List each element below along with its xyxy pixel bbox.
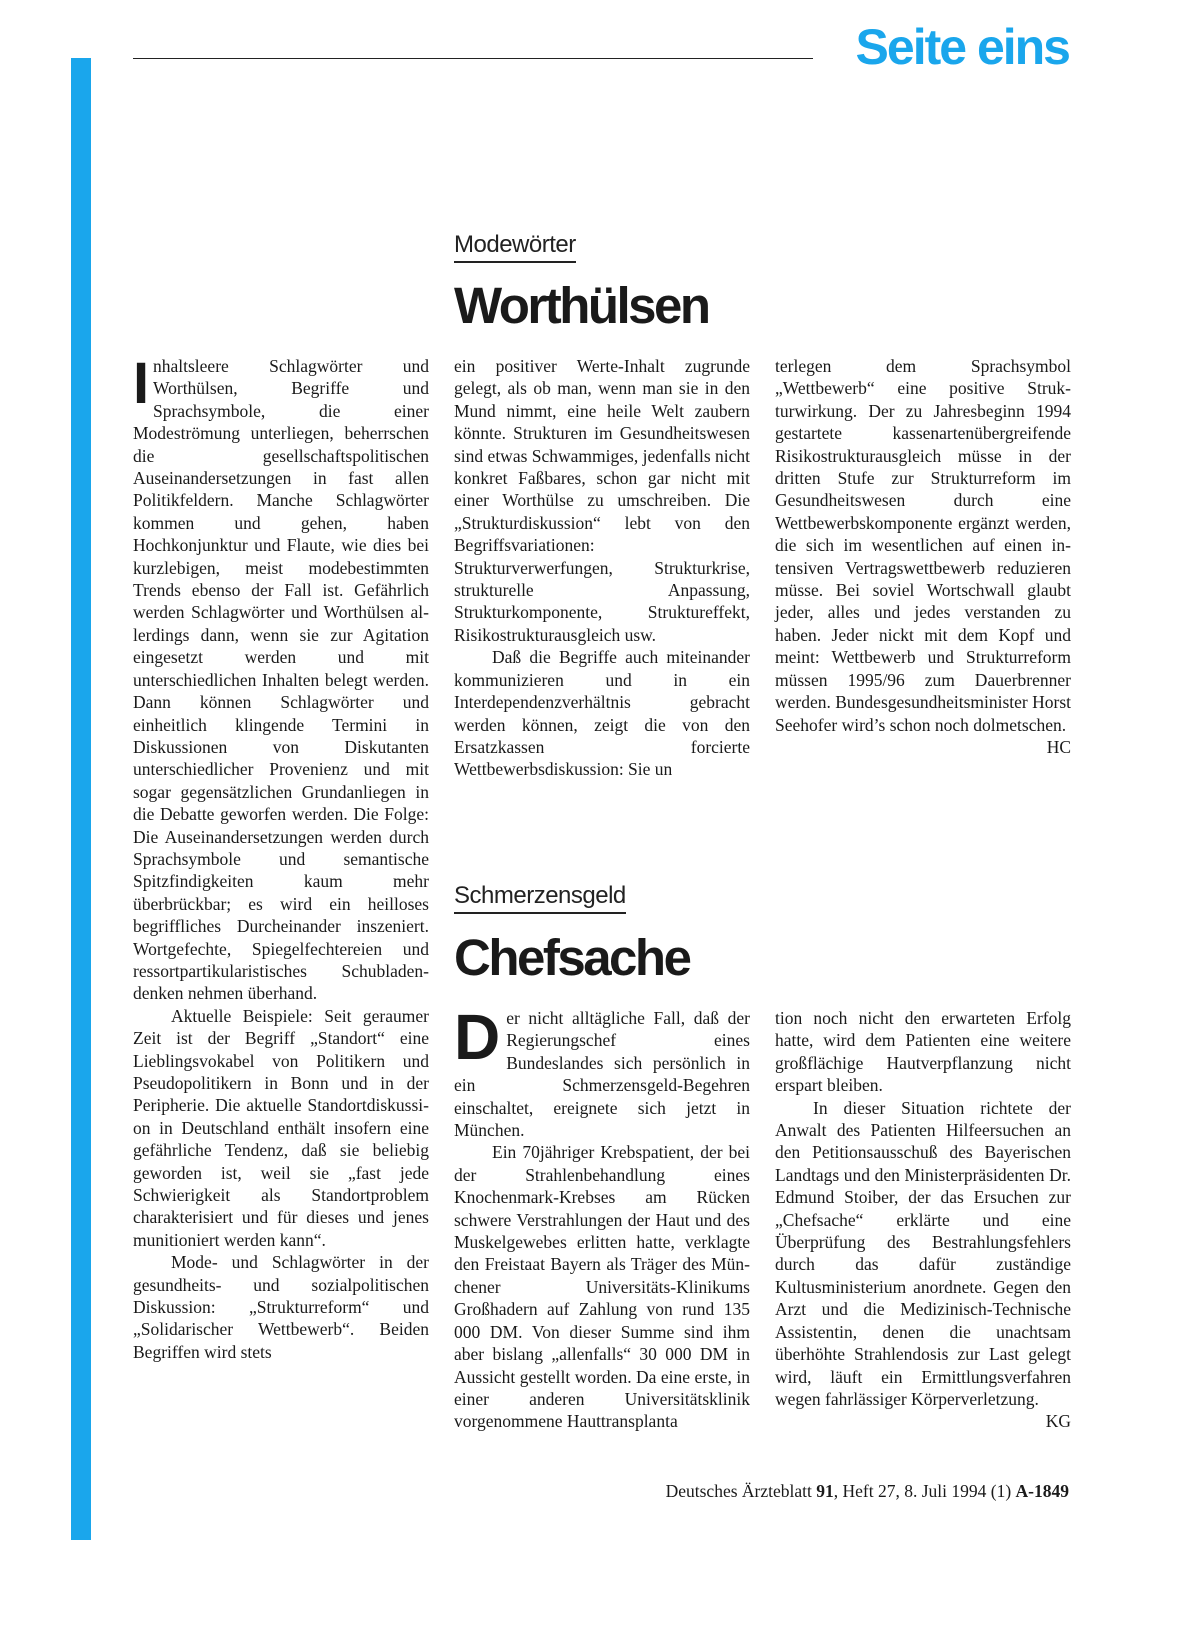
section-title: Seite eins <box>855 19 1069 75</box>
article1-column-2 <box>454 355 750 781</box>
page-footer <box>666 1481 1069 1502</box>
article1-paragraph: Daß die Begriffe auch miteinander kommunizieren und in ein Interdependenzverhältnis gebracht werden können, zeigt die von den Ersatzkassen forcierte Wettbewerbsdiskussion: Sie un <box>454 647 750 780</box>
article2-paragraph: Ein 70jähriger Krebspatient, der bei der Strahlenbehandlung eines Knochenmark-Krebses am Rücken schwere Verstrahlungen der Haut und des Muskelgewebes erlitten hatte, verklagte den Freistaat Bayern als Träger des Münchener Universitäts-Klinikums Großhadern auf Zahlung von rund 135 000 DM. Von dieser Summe sind ihm aber bislang „allenfalls“ 30 000 DM in Aussicht gestellt worden. Da eine erste, in einer anderen Universitätsklinik vorgenommene Hauttransplanta <box>454 1142 750 1432</box>
article2-headline: Chefsache <box>454 929 690 986</box>
article1-signature: HC <box>1046 736 1071 757</box>
article1-headline: Worthülsen <box>454 277 709 334</box>
article2-paragraph <box>454 1001 750 1141</box>
article1-paragraph: ein positiver Werte-Inhalt zugrunde gelegt, als ob man, wenn man sie in den Mund nimmt, eine heile Welt zaubern könnte. Strukturen im Gesundheitswesen sind etwas Schwammiges, jedenfalls nicht konkret Faßbares, schon gar nicht mit einer Worthülse zu umschreiben. Die „Strukturdiskussion“ lebt von den Begriffsvariationen: Strukturverwerfungen, Strukturkrise, strukturelle Anpassung, Strukturkomponente, Struktureffekt, Risikostrukturausgleich usw. <box>454 356 750 645</box>
article1-paragraph: Mode- und Schlagwörter in der gesundheits- und sozialpolitischen Diskussion: „Strukturreform“ und „Solidarischer Wettbewerb“. Beiden Begriffen wird stets <box>133 1252 429 1362</box>
article2-kicker: Schmerzensgeld <box>454 884 626 914</box>
footer-page-number: A-1849 <box>1015 1481 1069 1501</box>
blue-margin-bar <box>71 58 91 1540</box>
article2-dropcap: D <box>454 1001 501 1073</box>
article2-column-1 <box>454 1001 750 1433</box>
article1-column-1 <box>133 351 429 1363</box>
footer-issue-info: , Heft 27, 8. Juli 1994 (1) <box>833 1481 1012 1501</box>
header-rule <box>133 58 813 59</box>
article1-paragraph-text: nhaltsleere Schlagwörter und Worthülsen, Begriffe und Sprachsymbole, die einer Modeströmung unterliegen, beherrschen die gesellschaftspolitischen Auseinandersetzungen in fast allen Politikfeldern. Manche Schlagwörter kommen und gehen, haben Hochkonjunktur und Flaute, wie dies bei kurzlebigen, meist modebestimmten Trends ebenso der Fall ist. Gefährlich werden Schlagwörter und Worthülsen allerdings dann, wenn sie zur Agitation eingesetzt werden und mit unterschiedlichen Inhalten belegt werden. Dann können Schlagwörter und einheitlich klingende Termini in Diskussionen von Diskutanten unterschiedlicher Provenienz und mit sogar gegensätzlichen Grundanliegen in die Debatte geworfen werden. Die Folge: Die Auseinandersetzungen werden durch Sprachsymbole und semantische Spitzfindigkeiten kaum mehr überbrückbar; es wird ein heilloses begriffliches Durcheinander inszeniert. Wortgefechte, Spiegelfechtereien und ressortpartikularistisches Schubladendenken nehmen überhand. <box>133 356 429 1004</box>
article2-paragraph-text: er nicht alltägliche Fall, daß der Regierungschef eines Bundeslandes sich persönlich in ein Schmerzensgeld-Begehren einschaltet, ereignete sich jetzt in München. <box>454 1008 750 1141</box>
article2-paragraph <box>775 1097 1071 1432</box>
footer-journal: Deutsches Ärzteblatt <box>665 1481 812 1501</box>
article1-paragraph <box>775 355 1071 757</box>
article2-column-2 <box>775 1007 1071 1433</box>
footer-volume: 91 <box>816 1481 834 1501</box>
article1-paragraph-text: terlegen dem Sprachsymbol „Wettbewerb“ eine positive Strukturwirkung. Der zu Jahresbeginn 1994 gestartete kassenartenübergreifende Risikostrukturausgleich müsse in der dritten Stufe zur Strukturreform im Gesundheitswesen durch eine Wettbewerbskomponente ergänzt werden, die sich im wesentlichen auf einen intensiven Vertragswettbewerb reduzieren müsse. Bei soviel Wortschwall glaubt jeder, alles und jedes verstanden zu haben. Jeder nickt mit dem Kopf und meint: Wettbewerb und Strukturreform müssen 1995/96 zum Dauerbrenner werden. Bundesgesundheitsminister Horst Seehofer wird’s schon noch dolmetschen. <box>775 356 1071 735</box>
article1-paragraph: Aktuelle Beispiele: Seit geraumer Zeit ist der Begriff „Standort“ eine Lieblingsvokabel von Politikern und Pseudopolitikern in Bonn und in der Peripherie. Die aktuelle Standortdiskussion in Deutschland enthält insofern eine gefährliche Tendenz, daß sie beliebig geworden ist, weil sie „fast jede Schwierigkeit als Standortproblem charakterisiert und für dieses und jenes munitioniert werden kann“. <box>133 1005 429 1250</box>
article1-paragraph <box>133 351 429 1005</box>
article1-column-3 <box>775 355 1071 758</box>
article1-kicker: Modewörter <box>454 233 576 263</box>
article1-dropcap: I <box>133 351 150 416</box>
article2-signature: KG <box>1045 1411 1071 1432</box>
article2-paragraph: tion noch nicht den erwarteten Erfolg hatte, wird dem Patienten eine weitere großflächige Hautverpflanzung nicht erspart bleiben. <box>775 1008 1071 1096</box>
article2-paragraph-text: In dieser Situation richtete der Anwalt des Patienten Hilfeersuchen an den Petitionsausschuß des Bayerischen Landtags und den Ministerpräsidenten Dr. Edmund Stoiber, der das Ersuchen zur „Chefsache“ erklärte und eine Überprüfung des Bestrahlungsfehlers durch das dafür zuständige Kultusministerium anordnete. Gegen den Arzt und die Medizinisch-Technische Assistentin, denen die unachtsam überhöhte Strahlendosis zur Last gelegt wird, läuft ein Ermittlungsverfahren wegen fahrlässiger Körperverletzung. <box>775 1097 1071 1409</box>
